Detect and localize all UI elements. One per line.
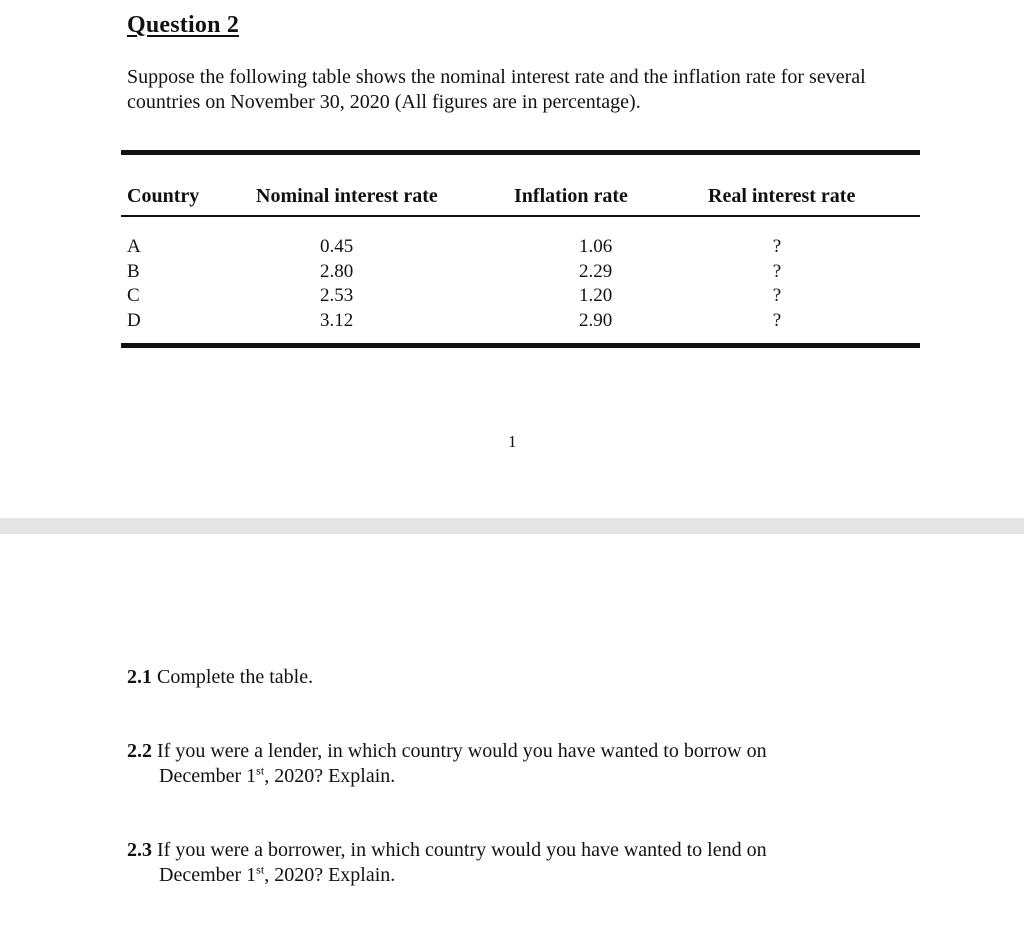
table-top-rule (121, 150, 920, 155)
question-text-end: , 2020? Explain. (264, 765, 396, 787)
date-text: December 1 (159, 765, 257, 787)
page-number: 1 (508, 432, 517, 451)
page-separator (0, 518, 1024, 534)
question-2-1 (127, 665, 847, 690)
question-number: 2.1 (127, 666, 152, 688)
cell-nominal-b: 2.80 (320, 260, 354, 282)
ordinal-suffix: st (256, 862, 265, 877)
cell-real-a: ? (772, 236, 782, 257)
table-bottom-rule (121, 343, 920, 348)
header-nominal-interest-rate: Nominal interest rate (256, 185, 438, 207)
question-number: 2.3 (127, 839, 152, 861)
cell-country-d: D (127, 309, 141, 331)
question-text-line2 (127, 764, 847, 789)
header-inflation-rate: Inflation rate (514, 185, 628, 207)
cell-inflation-c: 1.20 (579, 285, 613, 306)
table-header-rule (121, 215, 920, 217)
cell-nominal-d: 3.12 (320, 309, 354, 331)
cell-country-b: B (127, 260, 140, 282)
cell-inflation-b: 2.29 (579, 260, 613, 282)
cell-nominal-c: 2.53 (320, 285, 354, 306)
question-text-line1: If you were a borrower, in which country would you have wanted to lend on (157, 839, 767, 861)
column-inflation-rate (579, 235, 612, 333)
column-nominal-interest-rate (320, 235, 353, 333)
question-text-line1: If you were a lender, in which country would you have wanted to borrow on (157, 740, 767, 762)
cell-real-b: ? (772, 260, 782, 282)
column-country (127, 235, 141, 333)
ordinal-suffix: st (256, 763, 265, 778)
question-2-2 (127, 739, 847, 789)
cell-real-d: ? (772, 309, 782, 331)
question-2-3 (127, 838, 847, 888)
cell-country-c: C (127, 285, 140, 306)
cell-real-c: ? (772, 285, 782, 306)
intro-paragraph: Suppose the following table shows the nominal interest rate and the inflation rate for several countries on November 30, 2020 (All figures are in percentage). (127, 66, 866, 113)
question-title: Question 2 (127, 12, 240, 38)
header-real-interest-rate: Real interest rate (708, 185, 856, 207)
cell-inflation-d: 2.90 (579, 309, 613, 331)
header-country: Country (127, 185, 200, 207)
question-text-end: , 2020? Explain. (264, 864, 396, 886)
cell-country-a: A (127, 236, 141, 257)
question-text: Complete the table. (157, 666, 314, 688)
date-text: December 1 (159, 864, 257, 886)
cell-inflation-a: 1.06 (579, 236, 613, 257)
cell-nominal-a: 0.45 (320, 236, 354, 257)
column-real-interest-rate (770, 235, 784, 333)
question-number: 2.2 (127, 740, 152, 762)
question-text-line2 (127, 863, 847, 888)
